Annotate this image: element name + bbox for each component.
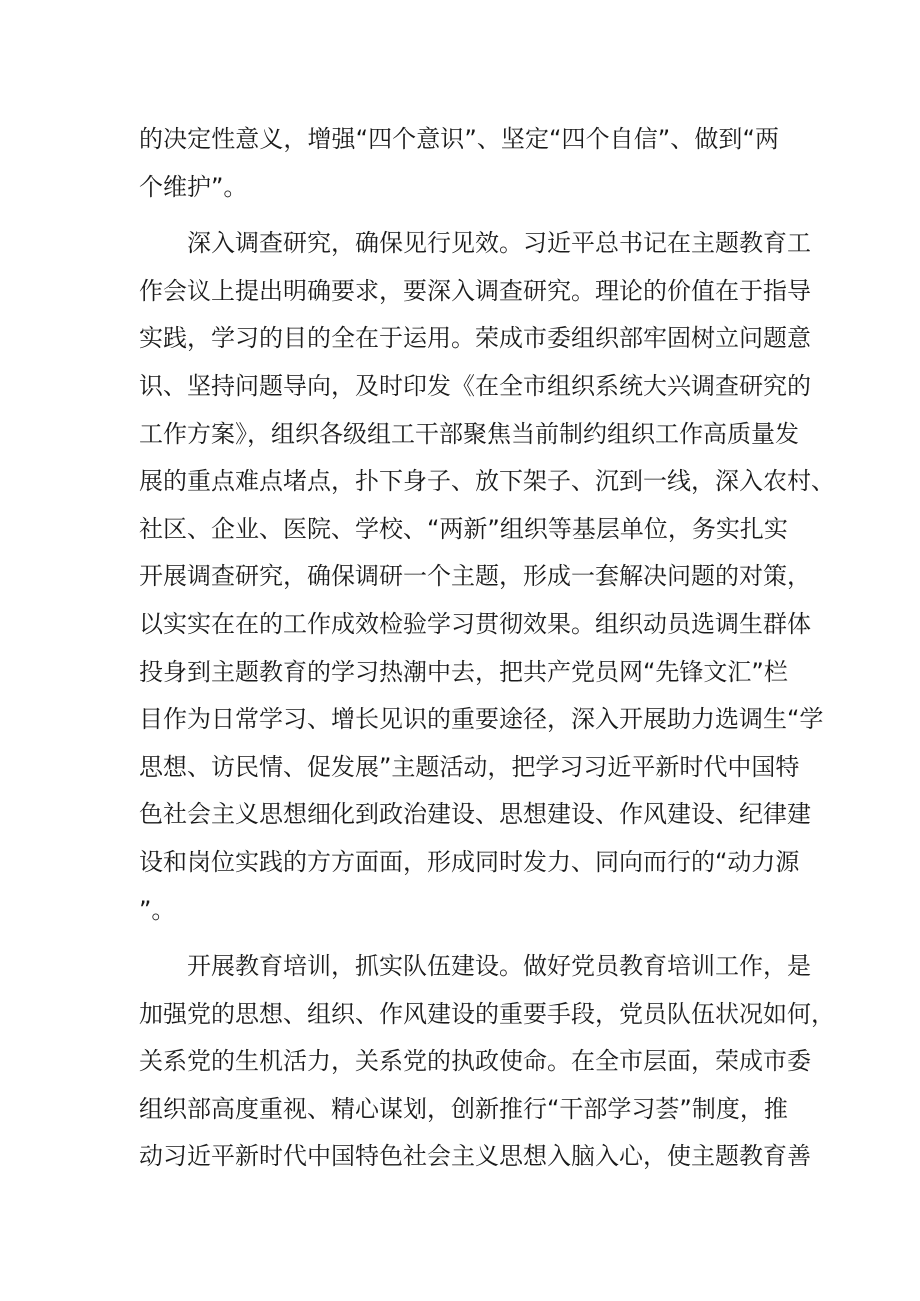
text-line: 深入调查研究，确保见行见效。习近平总书记在主题教育工 [187, 229, 811, 258]
text-line: 开展调查研究，确保调研一个主题，形成一套解决问题的对策， [139, 562, 811, 591]
text-line: 识、坚持问题导向，及时印发《在全市组织系统大兴调查研究的 [139, 371, 811, 400]
text-line: 工作方案》，组织各级组工干部聚焦当前制约组织工作高质量发 [139, 419, 799, 448]
text-line: 设和岗位实践的方方面面，形成同时发力、同向而行的“动力源 [139, 847, 800, 876]
text-line: 开展教育培训，抓实队伍建设。做好党员教育培训工作，是 [187, 952, 811, 981]
text-line: 投身到主题教育的学习热潮中去，把共产党员网“先锋文汇”栏 [139, 657, 788, 686]
text-line: 展的重点难点堵点，扑下身子、放下架子、沉到一线，深入农村、 [139, 467, 835, 496]
paragraph-2 [139, 220, 835, 934]
text-line: 实践，学习的目的全在于运用。荣成市委组织部牢固树立问题意 [139, 324, 811, 353]
text-line: 社区、企业、医院、学校、“两新”组织等基层单位，务实扎实 [139, 514, 788, 543]
text-line: 以实实在在的工作成效检验学习贯彻效果。组织动员选调生群体 [139, 609, 811, 638]
text-line: 目作为日常学习、增长见识的重要途径，深入开展助力选调生“学 [139, 705, 824, 734]
text-line: 的决定性意义，增强“四个意识”、坚定“四个自信”、做到“两 [139, 125, 779, 153]
document-body [139, 116, 835, 1181]
text-line: ”。 [139, 895, 176, 924]
text-line: 加强党的思想、组织、作风建设的重要手段，党员队伍状况如何， [139, 999, 835, 1028]
text-line: 色社会主义思想细化到政治建设、思想建设、作风建设、纪律建 [139, 800, 811, 829]
text-line: 动习近平新时代中国特色社会主义思想入脑入心，使主题教育善 [139, 1142, 811, 1171]
text-line: 个维护”。 [139, 172, 248, 201]
text-line: 组织部高度重视、精心谋划，创新推行“干部学习荟”制度，推 [139, 1094, 788, 1123]
text-line: 作会议上提出明确要求，要深入调查研究。理论的价值在于指导 [139, 276, 811, 305]
text-line: 关系党的生机活力，关系党的执政使命。在全市层面，荣成市委 [139, 1047, 811, 1076]
paragraph-1 [139, 116, 779, 211]
paragraph-3 [139, 943, 835, 1181]
text-line: 思想、访民情、促发展”主题活动，把学习习近平新时代中国特 [139, 752, 800, 781]
